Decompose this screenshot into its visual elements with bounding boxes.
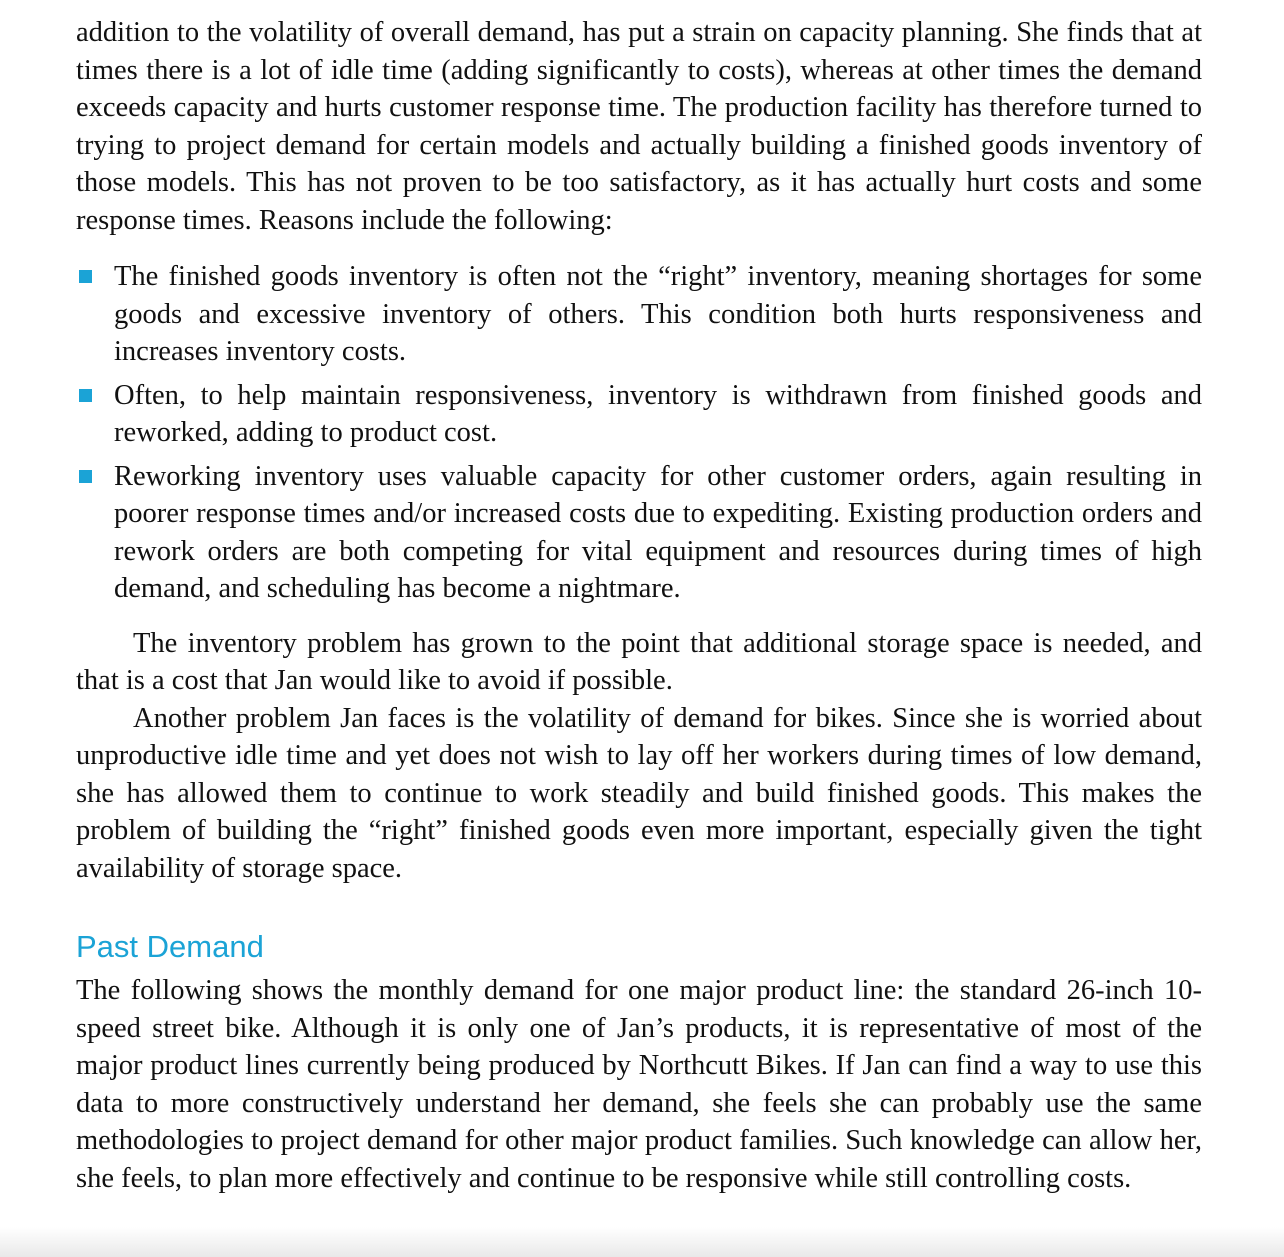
- volatility-paragraph: Another problem Jan faces is the volatility of demand for bikes. Since she is worried about unproductive idle time and yet does not wish to lay off her workers during times of low demand, she has allowed them to continue to work steadily and build finished goods. This makes the problem of building the “right” finished goods even more important, especially given the tight availability of storage space.: [76, 702, 1202, 884]
- past-demand-paragraph: The following shows the monthly demand for one major product line: the standard 26-inch 10-speed street bike. Although it is only one of Jan’s products, it is representative of most of the major product lines currently being produced by Northcutt Bikes. If Jan can find a way to use this data to more constructively understand her demand, she feels she can probably use the same methodologies to project demand for other major product families. Such knowledge can allow her, she feels, to plan more effectively and continue to be responsive while still controlling costs.: [76, 975, 1202, 1194]
- page-bottom-shadow: [0, 1227, 1284, 1257]
- list-item-text: The finished goods inventory is often not the “right” inventory, meaning shortages for some goods and excessive inventory of others. This condition both hurts responsiveness and increases inventory costs.: [114, 261, 1202, 367]
- list-item-text: Often, to help maintain responsiveness, inventory is withdrawn from finished goods and reworked, adding to product cost.: [114, 379, 1202, 448]
- document-page: [76, 14, 1202, 1197]
- intro-paragraph: addition to the volatility of overall demand, has put a strain on capacity planning. She finds that at times there is a lot of idle time (adding significantly to costs), whereas at other times the demand exceeds capacity and hurts customer response time. The production facility has therefore turned to trying to project demand for certain models and actually building a finished goods inventory of those models. This has not proven to be too satisfactory, as it has actually hurt costs and some response times. Reasons include the following:: [76, 17, 1202, 236]
- square-bullet-icon: [79, 270, 92, 283]
- square-bullet-icon: [79, 470, 92, 483]
- storage-paragraph: The inventory problem has grown to the point that additional storage space is needed, and that is a cost that Jan would like to avoid if possible.: [76, 627, 1202, 696]
- reasons-list: [76, 258, 1202, 608]
- list-item: [76, 377, 1202, 452]
- list-item: [76, 258, 1202, 371]
- square-bullet-icon: [79, 389, 92, 402]
- list-item-text: Reworking inventory uses valuable capacity for other customer orders, again resulting in poorer response times and/or increased costs due to expediting. Existing production orders and rework orders are both competing for vital equipment and resources during times of high demand, and scheduling has become a nightmare.: [114, 460, 1202, 604]
- list-item: [76, 458, 1202, 608]
- section-heading: Past Demand: [76, 929, 264, 964]
